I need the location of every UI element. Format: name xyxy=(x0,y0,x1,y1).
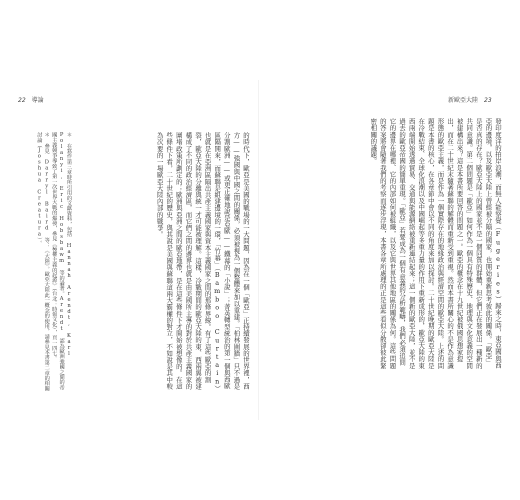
left-page-body-text: 的時代下，歐亞是美國的戰場的一大問題，因為在一個「歐亞」正持續發展的世界裡，西方——強國與中國之間的關係，必須被視為一個整體來加以重建。「柏林圍牆」只不過是分割歐洲——或更正確地說是亞歐——鐵幕的「小說」；菁英轉型統治的第一個與西歐區隔開來，而蘇聯是組建邊境的一環，「竹幕」（Bamboo Curtain）也就是在亞洲區隔出共產主義國家與資本主義國家之間的那條界線。有了這些歐亞的割裂，歐亞大陸的分離與統一才可能被理解。這樣，冷戰期間的歐亞大陸的東、西兩翼被建構成了不同的政治經濟區，而它們之間的邊界也就是由美國所主導的對於共產主義國家的圍堵政策所劃定的；歐洲與亞洲之間的歐亞地帶，是在這些條件下才開始被想像的。在這些條件下看，二十世紀的歷史，與其說是美國與蘇聯這兩大霸權的對立，不如說是其中較為次要的一場歐亞大陸內部的戰爭。 xyxy=(155,132,250,393)
left-page-footnotes xyxy=(20,132,72,394)
right-page-body-text: 發印度洋的拍岸浪潮，而無人能察覺（Fugeries）歸來之時，東亞國與西亞的邊境，以及歐亞大陸上曾經被分隔的國家，也開始重新思考彼此的關係。「歐亞」是否真的存在？歐亞大陸上的國家並不是一個同質的群體，但它們正在發展出一種新的共同意識。第二個問題是「歐亞」如何作為一個具有特殊歷史、地理與文化意義的空間被建構出來？這是本書所要回答的問題之一。歐亞的概念在十九世紀被俄國思想家提出，而在二十世紀末隨著蘇聯的解體而重新受到重視。然而本書所關心的不是作為意識形態的歐亞主義，而是作為一個實際存在的地緣政治與經濟空間的歐亞大陸。上述的問題是本書的核心，在各章節中會以不同的角度來加以探討。二十世紀晚期的歐亞大陸是在冷戰結束、全球化浪潮以及中國崛起等多重力量的作用下重新成形的，歐亞大陸的東西兩端開始透過貿易、交通與能源網絡被重新連結起來；這一個新的歐亞大陸，並不是過去的歐亞帝國的簡單重現。「歐亞」若要成為一個有意義的分析範疇，我們必須追問它的邊界在哪裡、它的內部如何被組織，以及它與世界其他地區的關係為何。這些問題的答案將會隨著我們的考察而逐步浮現，本書各章所處理的正是這些看似分散卻彼此緊密相關的議題。 xyxy=(369,118,502,369)
right-running-head xyxy=(448,95,492,104)
left-running-head xyxy=(18,95,44,104)
left-page-number: 22 xyxy=(18,97,26,104)
footnote: ＊ 在寫作第三章時所引用的文獻資料，包括 Hannah Arendt, Karl Polanyi, Eric Hobsbawm 等的論著。Arendt 認為歐洲強國之間的帝國主義競爭導致了第一次世界大戰的爆發，參見《極權主義的起源》（台北：時報文化），頁一四七。 xyxy=(51,132,72,390)
page-gutter xyxy=(258,80,259,420)
footnote: ＊ 參見 Darryl Baird 等：《大陸》。歐亞大陸此一概念的使用，請參見本書第二章的相關討論（Joshua Creatura）。 xyxy=(36,132,50,391)
right-page-number: 23 xyxy=(484,97,492,104)
left-running-head-title: 導論 xyxy=(31,97,44,104)
right-running-head-title: 新歐亞大陸 xyxy=(448,97,479,104)
